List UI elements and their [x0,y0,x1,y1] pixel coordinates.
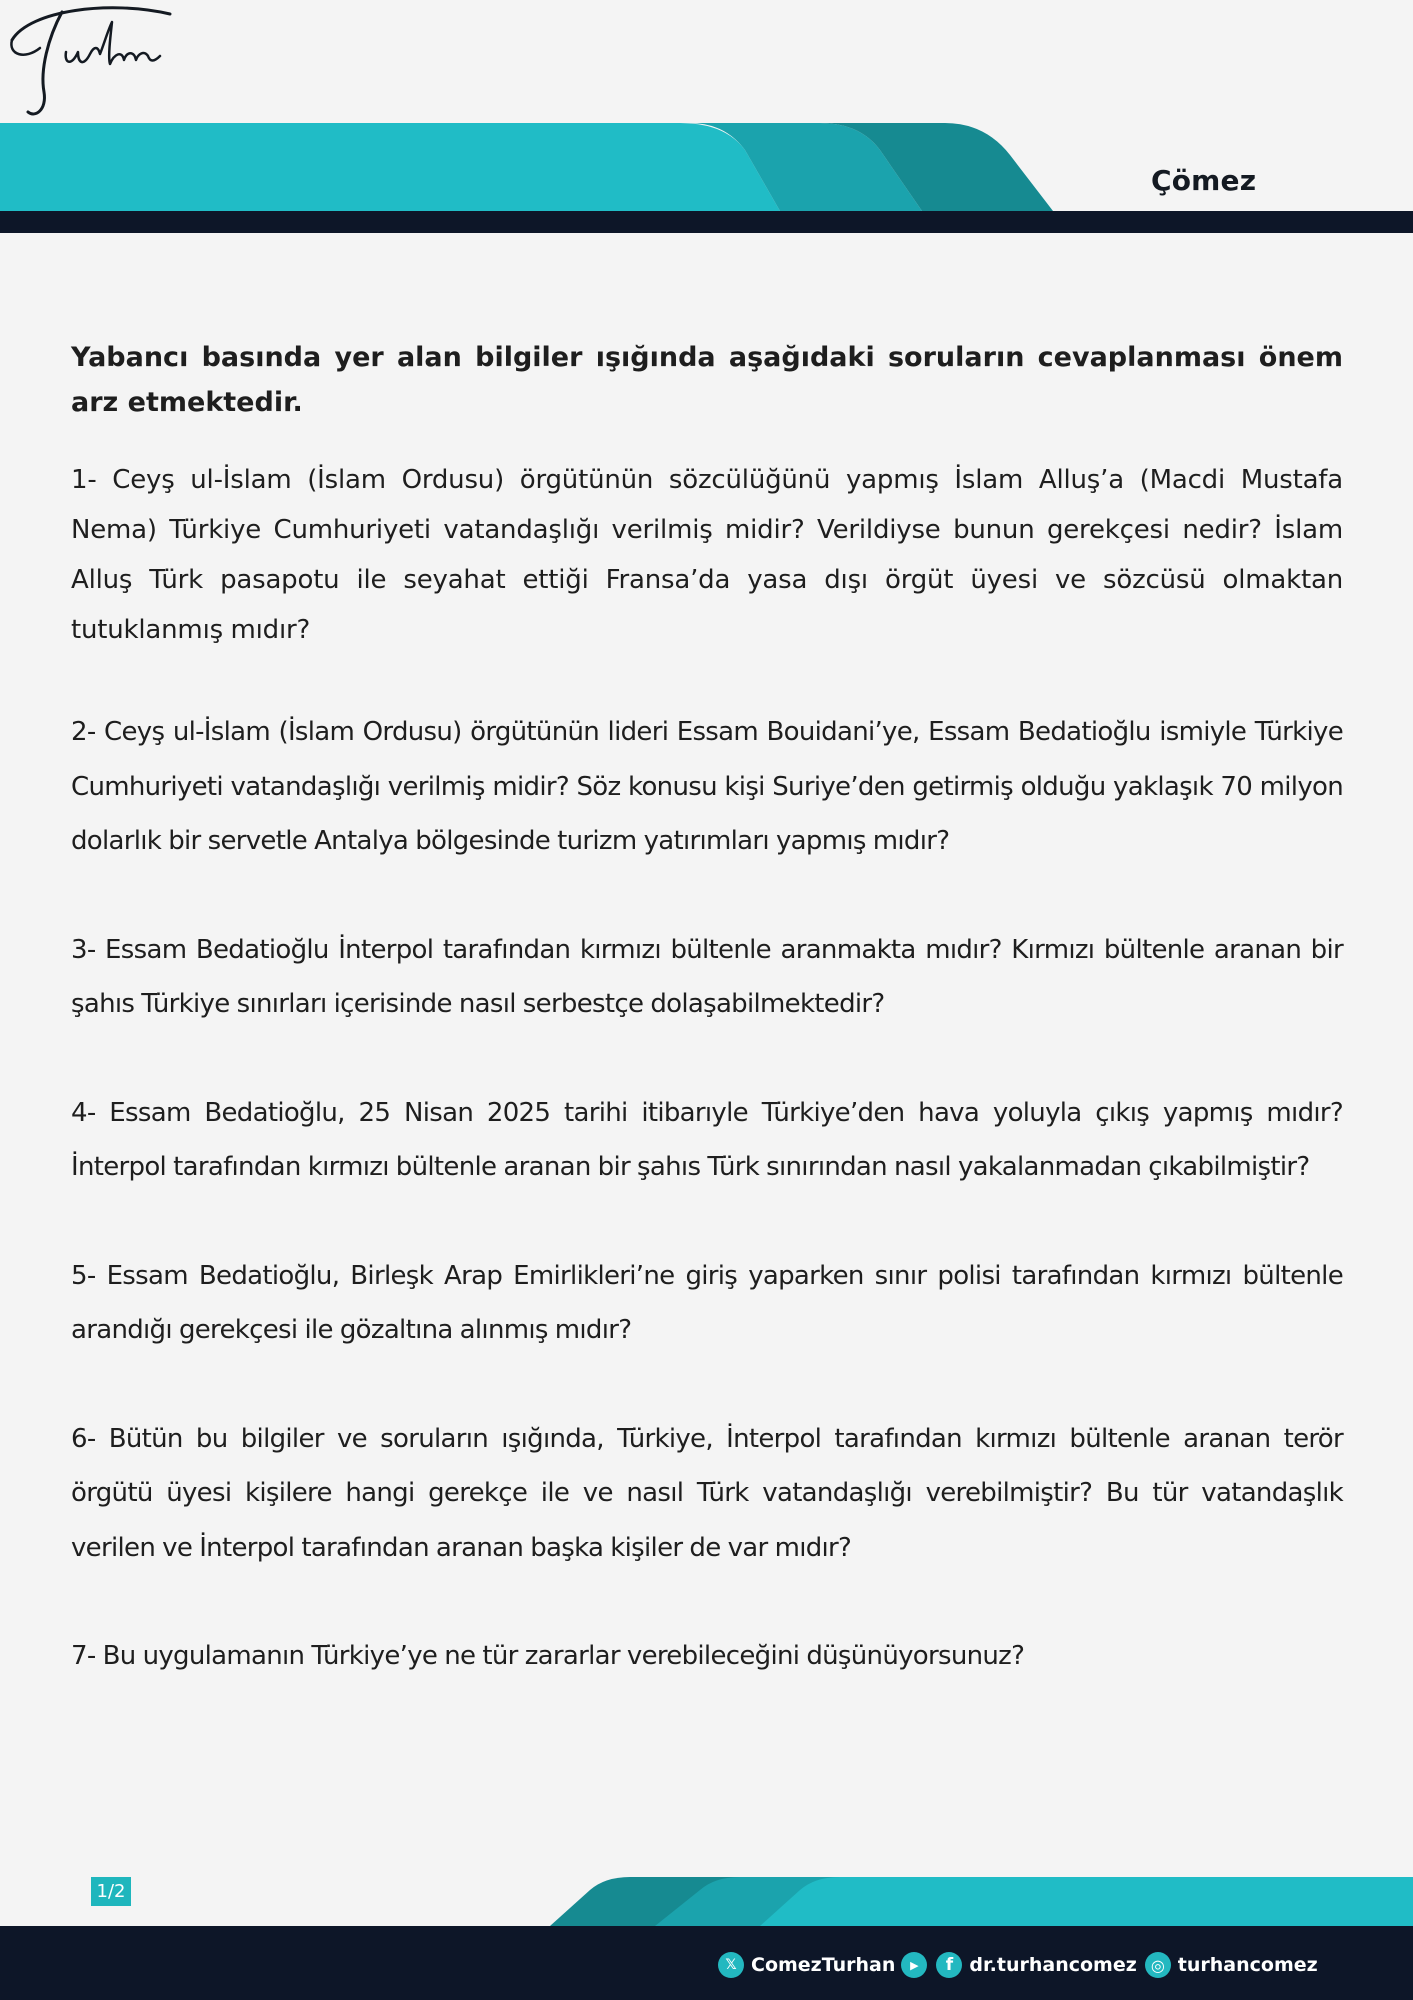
intro-paragraph: Yabancı basında yer alan bilgiler ışığında aşağıdaki soruların cevaplanması önem arz etmektedir. [71,342,1343,418]
signature-logo [0,0,180,130]
instagram-icon: ◎ [1145,1952,1171,1978]
x-twitter-icon: 𝕏 [718,1952,744,1978]
question-2: 2- Ceyş ul-İslam (İslam Ordusu) örgütünün lideri Essam Bouidani’ye, Essam Bedatioğlu ismiyle Türkiye Cumhuriyeti vatandaşlığı verilmiş midir? Söz konusu kişi Suriye’den getirmiş olduğu yaklaşık 70 milyon dolarlık bir servetle Antalya bölgesinde turizm yatırımları yapmış mıdır? [71,717,1343,856]
document-body [71,335,1343,1738]
social-youtube[interactable] [901,1952,934,1978]
header-navy-bar [0,211,1413,233]
header-banner [0,0,1413,240]
social-x[interactable] [718,1952,895,1978]
header-teal-band-light [0,123,780,211]
logo-name: Çömez [1151,164,1257,197]
social-instagram-label: turhancomez [1177,1954,1318,1976]
social-facebook[interactable] [936,1952,1136,1978]
page-header [0,0,1413,240]
question-3: 3- Essam Bedatioğlu İnterpol tarafından kırmızı bültenle aranmakta mıdır? Kırmızı bültenle aranan bir şahıs Türkiye sınırları içerisinde nasıl serbestçe dolaşabilmektedir? [71,934,1343,1019]
question-1: 1- Ceyş ul-İslam (İslam Ordusu) örgütünün sözcülüğünü yapmış İslam Alluş’a (Macdi Mustafa Nema) Türkiye Cumhuriyeti vatandaşlığı verilmiş midir? Verildiyse bunun gerekçesi nedir? İslam Alluş Türk pasapotu ile seyahat ettiği Fransa’da yasa dışı örgüt üyesi ve sözcüsü olmaktan tutuklanmış mıdır? [71,465,1343,645]
social-links [718,1945,1318,1985]
social-instagram[interactable] [1145,1952,1318,1978]
question-6: 6- Bütün bu bilgiler ve soruların ışığında, Türkiye, İnterpol tarafından kırmızı bültenle aranan terör örgütü üyesi kişilere hangi gerekçe ile ve nasıl Türk vatandaşlığı verebilmiştir? Bu tür vatandaşlık verilen ve İnterpol tarafından aranan başka kişiler de var mıdır? [71,1423,1343,1563]
social-x-label: ComezTurhan [751,1954,896,1976]
question-4: 4- Essam Bedatioğlu, 25 Nisan 2025 tarihi itibarıyle Türkiye’den hava yoluyla çıkış yapmış mıdır? İnterpol tarafından kırmızı bültenle aranan bir şahıs Türk sınırından nasıl yakalanmadan çıkabilmiştir? [71,1097,1343,1182]
facebook-icon: f [936,1952,962,1978]
page-number-badge: 1/2 [91,1877,131,1906]
social-facebook-label: dr.turhancomez [969,1954,1137,1976]
youtube-icon: ▶ [901,1952,927,1978]
question-7: 7- Bu uygulamanın Türkiye’ye ne tür zararlar verebileceğini düşünüyorsunuz? [71,1641,1025,1671]
footer-teal-band-light [760,1877,1413,1926]
question-5: 5- Essam Bedatioğlu, Birleşk Arap Emirlikleri’ne giriş yaparken sınır polisi tarafından kırmızı bültenle arandığı gerekçesi ile gözaltına alınmış mıdır? [71,1260,1343,1345]
